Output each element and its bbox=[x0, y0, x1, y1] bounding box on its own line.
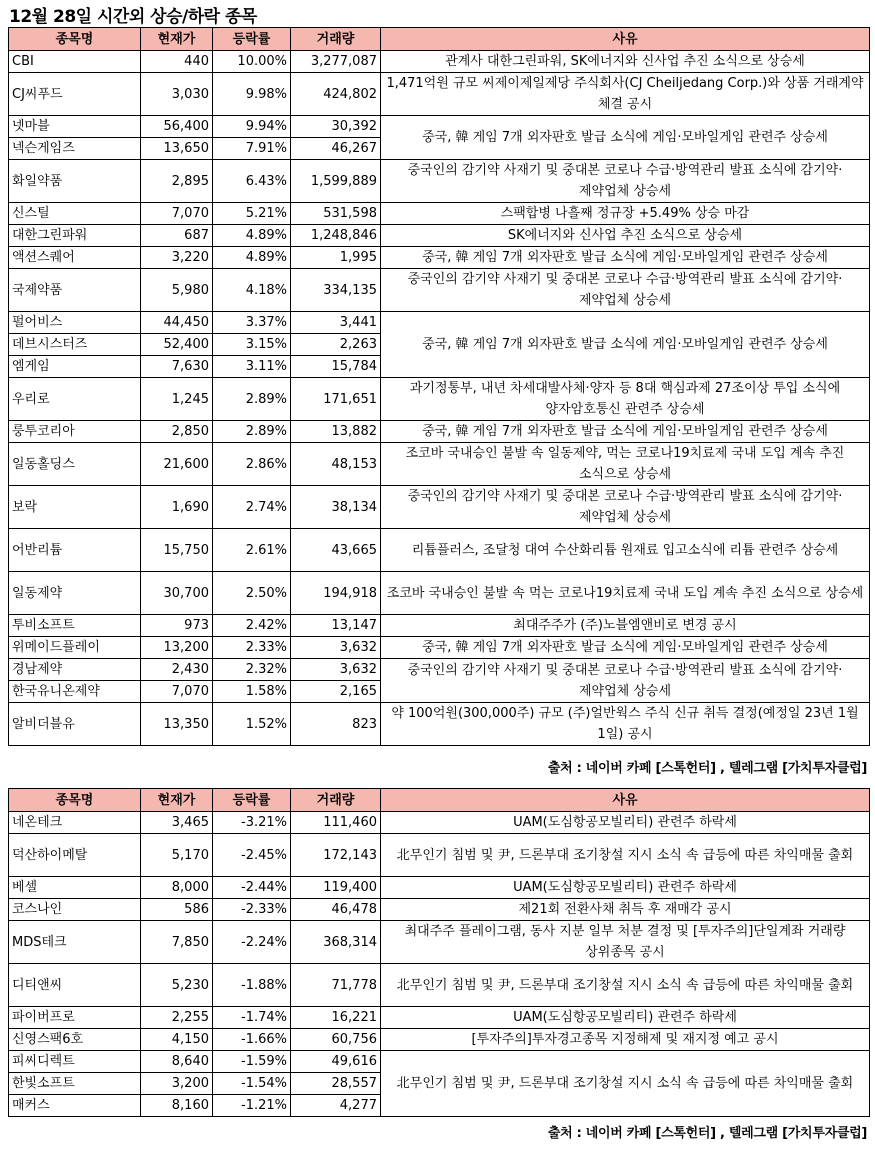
change-rate: 2.89% bbox=[213, 378, 291, 421]
current-price: 13,650 bbox=[141, 138, 213, 160]
reason: 중국인의 감기약 사재기 및 중대본 코로나 수급·방역관리 발표 소식에 감기약·제약업체 상승세 bbox=[381, 659, 870, 703]
stock-name: 우리로 bbox=[9, 378, 141, 421]
change-rate: -1.54% bbox=[213, 1073, 291, 1095]
change-rate: 2.33% bbox=[213, 637, 291, 659]
change-rate: -1.88% bbox=[213, 964, 291, 1007]
header-reason: 사유 bbox=[381, 28, 870, 51]
page-title: 12월 28일 시간외 상승/하락 종목 bbox=[9, 7, 257, 27]
current-price: 8,640 bbox=[141, 1051, 213, 1073]
trade-volume: 46,267 bbox=[291, 138, 381, 160]
stock-name: 일동제약 bbox=[9, 572, 141, 615]
reason: [투자주의]투자경고종목 지정해제 및 재지정 예고 공시 bbox=[381, 1029, 870, 1051]
trade-volume: 368,314 bbox=[291, 921, 381, 964]
header-price: 현재가 bbox=[141, 789, 213, 812]
current-price: 7,850 bbox=[141, 921, 213, 964]
stock-name: 위메이드플레이 bbox=[9, 637, 141, 659]
trade-volume: 2,263 bbox=[291, 334, 381, 356]
current-price: 4,150 bbox=[141, 1029, 213, 1051]
change-rate: -2.33% bbox=[213, 899, 291, 921]
change-rate: 2.74% bbox=[213, 486, 291, 529]
current-price: 21,600 bbox=[141, 443, 213, 486]
stock-name: 파이버프로 bbox=[9, 1007, 141, 1029]
reason: 약 100억원(300,000주) 규모 (주)얼반웍스 주식 신규 취득 결정(예정일 23년 1월 1일) 공시 bbox=[381, 703, 870, 746]
table-row bbox=[9, 421, 870, 443]
trade-volume: 194,918 bbox=[291, 572, 381, 615]
change-rate: -2.45% bbox=[213, 834, 291, 877]
reason: 조코바 국내승인 불발 속 일동제약, 먹는 코로나19치료제 국내 도입 계속 추진 소식으로 상승세 bbox=[381, 443, 870, 486]
stock-name: 투비소프트 bbox=[9, 615, 141, 637]
stock-name: 신스틸 bbox=[9, 203, 141, 225]
trade-volume: 28,557 bbox=[291, 1073, 381, 1095]
stock-name: 베셀 bbox=[9, 877, 141, 899]
stock-name: 알비더블유 bbox=[9, 703, 141, 746]
stock-name: 엠게임 bbox=[9, 356, 141, 378]
trade-volume: 49,616 bbox=[291, 1051, 381, 1073]
table-row bbox=[9, 247, 870, 269]
table-row bbox=[9, 921, 870, 964]
current-price: 7,070 bbox=[141, 681, 213, 703]
table-row bbox=[9, 378, 870, 421]
change-rate: -1.66% bbox=[213, 1029, 291, 1051]
reason: 과기정통부, 내년 차세대발사체·양자 등 8대 핵심과제 27조이상 투입 소식에 양자암호통신 관련주 상승세 bbox=[381, 378, 870, 421]
current-price: 3,030 bbox=[141, 73, 213, 116]
stock-name: 룽투코리아 bbox=[9, 421, 141, 443]
stock-name: 덕산하이메탈 bbox=[9, 834, 141, 877]
stock-name: 매커스 bbox=[9, 1095, 141, 1117]
falling-stocks-table bbox=[8, 788, 870, 1117]
reason: 北무인기 침범 및 尹, 드론부대 조기창설 지시 소식 속 급등에 따른 차익매물 출회 bbox=[381, 1051, 870, 1117]
reason: 제21회 전환사채 취득 후 재매각 공시 bbox=[381, 899, 870, 921]
trade-volume: 1,248,846 bbox=[291, 225, 381, 247]
stock-name: 보락 bbox=[9, 486, 141, 529]
change-rate: 9.98% bbox=[213, 73, 291, 116]
trade-volume: 823 bbox=[291, 703, 381, 746]
trade-volume: 424,802 bbox=[291, 73, 381, 116]
table-row bbox=[9, 572, 870, 615]
reason: 중국, 韓 게임 7개 외자판호 발급 소식에 게임·모바일게임 관련주 상승세 bbox=[381, 421, 870, 443]
trade-volume: 1,599,889 bbox=[291, 160, 381, 203]
reason: UAM(도심항공모빌리티) 관련주 하락세 bbox=[381, 812, 870, 834]
trade-volume: 531,598 bbox=[291, 203, 381, 225]
reason: 스팩합병 나흘째 정규장 +5.49% 상승 마감 bbox=[381, 203, 870, 225]
change-rate: 3.11% bbox=[213, 356, 291, 378]
reason: 관계사 대한그린파워, SK에너지와 신사업 추진 소식으로 상승세 bbox=[381, 51, 870, 73]
change-rate: 1.52% bbox=[213, 703, 291, 746]
current-price: 3,220 bbox=[141, 247, 213, 269]
reason: UAM(도심항공모빌리티) 관련주 하락세 bbox=[381, 1007, 870, 1029]
change-rate: 2.42% bbox=[213, 615, 291, 637]
change-rate: 6.43% bbox=[213, 160, 291, 203]
header-name: 종목명 bbox=[9, 789, 141, 812]
trade-volume: 71,778 bbox=[291, 964, 381, 1007]
table-header-row bbox=[9, 789, 870, 812]
change-rate: 5.21% bbox=[213, 203, 291, 225]
table-row bbox=[9, 637, 870, 659]
reason: 최대주주가 (주)노블엠앤비로 변경 공시 bbox=[381, 615, 870, 637]
trade-volume: 48,153 bbox=[291, 443, 381, 486]
current-price: 7,630 bbox=[141, 356, 213, 378]
table-row bbox=[9, 225, 870, 247]
stock-name: 신영스팩6호 bbox=[9, 1029, 141, 1051]
trade-volume: 172,143 bbox=[291, 834, 381, 877]
table-row bbox=[9, 269, 870, 312]
reason: UAM(도심항공모빌리티) 관련주 하락세 bbox=[381, 877, 870, 899]
table-row bbox=[9, 1007, 870, 1029]
header-volume: 거래량 bbox=[291, 28, 381, 51]
rising-stocks-table bbox=[8, 27, 870, 746]
reason: 중국, 韓 게임 7개 외자판호 발급 소식에 게임·모바일게임 관련주 상승세 bbox=[381, 247, 870, 269]
stock-name: 코스나인 bbox=[9, 899, 141, 921]
trade-volume: 30,392 bbox=[291, 116, 381, 138]
current-price: 13,350 bbox=[141, 703, 213, 746]
current-price: 440 bbox=[141, 51, 213, 73]
change-rate: 4.89% bbox=[213, 247, 291, 269]
trade-volume: 15,784 bbox=[291, 356, 381, 378]
reason: 중국, 韓 게임 7개 외자판호 발급 소식에 게임·모바일게임 관련주 상승세 bbox=[381, 116, 870, 160]
change-rate: -2.44% bbox=[213, 877, 291, 899]
change-rate: 10.00% bbox=[213, 51, 291, 73]
change-rate: 2.89% bbox=[213, 421, 291, 443]
table-row bbox=[9, 812, 870, 834]
current-price: 5,980 bbox=[141, 269, 213, 312]
current-price: 30,700 bbox=[141, 572, 213, 615]
trade-volume: 3,632 bbox=[291, 659, 381, 681]
change-rate: 1.58% bbox=[213, 681, 291, 703]
change-rate: -3.21% bbox=[213, 812, 291, 834]
current-price: 2,895 bbox=[141, 160, 213, 203]
table-row bbox=[9, 160, 870, 203]
trade-volume: 43,665 bbox=[291, 529, 381, 572]
current-price: 7,070 bbox=[141, 203, 213, 225]
reason: 중국인의 감기약 사재기 및 중대본 코로나 수급·방역관리 발표 소식에 감기약·제약업체 상승세 bbox=[381, 486, 870, 529]
current-price: 3,200 bbox=[141, 1073, 213, 1095]
stock-name: 경남제약 bbox=[9, 659, 141, 681]
table-row bbox=[9, 964, 870, 1007]
stock-name: 피씨디렉트 bbox=[9, 1051, 141, 1073]
reason: 중국인의 감기약 사재기 및 중대본 코로나 수급·방역관리 발표 소식에 감기약·제약업체 상승세 bbox=[381, 269, 870, 312]
table-row bbox=[9, 486, 870, 529]
current-price: 973 bbox=[141, 615, 213, 637]
trade-volume: 13,147 bbox=[291, 615, 381, 637]
current-price: 44,450 bbox=[141, 312, 213, 334]
table-row bbox=[9, 312, 870, 334]
stock-name: 데브시스터즈 bbox=[9, 334, 141, 356]
table-header-row bbox=[9, 28, 870, 51]
trade-volume: 38,134 bbox=[291, 486, 381, 529]
stock-name: 펄어비스 bbox=[9, 312, 141, 334]
stock-name: 한국유니온제약 bbox=[9, 681, 141, 703]
trade-volume: 16,221 bbox=[291, 1007, 381, 1029]
current-price: 52,400 bbox=[141, 334, 213, 356]
stock-name: CBI bbox=[9, 51, 141, 73]
reason: 北무인기 침범 및 尹, 드론부대 조기창설 지시 소식 속 급등에 따른 차익매물 출회 bbox=[381, 964, 870, 1007]
trade-volume: 2,165 bbox=[291, 681, 381, 703]
reason: 1,471억원 규모 씨제이제일제당 주식회사(CJ Cheiljedang Corp.)와 상품 거래계약 체결 공시 bbox=[381, 73, 870, 116]
stock-name: 액션스퀘어 bbox=[9, 247, 141, 269]
change-rate: -1.21% bbox=[213, 1095, 291, 1117]
change-rate: 2.32% bbox=[213, 659, 291, 681]
stock-name: 넷마블 bbox=[9, 116, 141, 138]
table-row bbox=[9, 703, 870, 746]
table-row bbox=[9, 899, 870, 921]
trade-volume: 60,756 bbox=[291, 1029, 381, 1051]
current-price: 5,230 bbox=[141, 964, 213, 1007]
current-price: 2,255 bbox=[141, 1007, 213, 1029]
reason: 중국, 韓 게임 7개 외자판호 발급 소식에 게임·모바일게임 관련주 상승세 bbox=[381, 312, 870, 378]
change-rate: 2.61% bbox=[213, 529, 291, 572]
header-change: 등락률 bbox=[213, 789, 291, 812]
table-row bbox=[9, 203, 870, 225]
reason: 北무인기 침범 및 尹, 드론부대 조기창설 지시 소식 속 급등에 따른 차익매물 출회 bbox=[381, 834, 870, 877]
table-row bbox=[9, 1029, 870, 1051]
change-rate: 3.15% bbox=[213, 334, 291, 356]
trade-volume: 1,995 bbox=[291, 247, 381, 269]
current-price: 8,000 bbox=[141, 877, 213, 899]
current-price: 56,400 bbox=[141, 116, 213, 138]
table-row bbox=[9, 834, 870, 877]
current-price: 1,690 bbox=[141, 486, 213, 529]
trade-volume: 13,882 bbox=[291, 421, 381, 443]
reason: 리튬플러스, 조달청 대여 수산화리튬 원재료 입고소식에 리튬 관련주 상승세 bbox=[381, 529, 870, 572]
current-price: 5,170 bbox=[141, 834, 213, 877]
current-price: 3,465 bbox=[141, 812, 213, 834]
stock-name: 어반리튬 bbox=[9, 529, 141, 572]
reason: 중국, 韓 게임 7개 외자판호 발급 소식에 게임·모바일게임 관련주 상승세 bbox=[381, 637, 870, 659]
stock-name: MDS테크 bbox=[9, 921, 141, 964]
trade-volume: 334,135 bbox=[291, 269, 381, 312]
table-row bbox=[9, 443, 870, 486]
table-row bbox=[9, 116, 870, 138]
table-row bbox=[9, 51, 870, 73]
trade-volume: 119,400 bbox=[291, 877, 381, 899]
trade-volume: 171,651 bbox=[291, 378, 381, 421]
change-rate: 2.50% bbox=[213, 572, 291, 615]
table-row bbox=[9, 615, 870, 637]
source-note: 출처 : 네이버 카페 [스톡헌터] , 텔레그램 [가치투자클럽] bbox=[547, 761, 867, 776]
current-price: 2,430 bbox=[141, 659, 213, 681]
current-price: 2,850 bbox=[141, 421, 213, 443]
current-price: 13,200 bbox=[141, 637, 213, 659]
trade-volume: 111,460 bbox=[291, 812, 381, 834]
stock-name: 네온테크 bbox=[9, 812, 141, 834]
header-volume: 거래량 bbox=[291, 789, 381, 812]
current-price: 15,750 bbox=[141, 529, 213, 572]
reason: 중국인의 감기약 사재기 및 중대본 코로나 수급·방역관리 발표 소식에 감기약·제약업체 상승세 bbox=[381, 160, 870, 203]
table-row bbox=[9, 659, 870, 681]
table-row bbox=[9, 73, 870, 116]
stock-name: 디티앤씨 bbox=[9, 964, 141, 1007]
source-note: 출처 : 네이버 카페 [스톡헌터] , 텔레그램 [가치투자클럽] bbox=[547, 1126, 867, 1141]
stock-name: 일동홀딩스 bbox=[9, 443, 141, 486]
stock-name: CJ씨푸드 bbox=[9, 73, 141, 116]
stock-name: 대한그린파워 bbox=[9, 225, 141, 247]
table-row bbox=[9, 529, 870, 572]
table-row bbox=[9, 877, 870, 899]
current-price: 687 bbox=[141, 225, 213, 247]
change-rate: -1.74% bbox=[213, 1007, 291, 1029]
change-rate: -2.24% bbox=[213, 921, 291, 964]
current-price: 586 bbox=[141, 899, 213, 921]
trade-volume: 4,277 bbox=[291, 1095, 381, 1117]
trade-volume: 3,441 bbox=[291, 312, 381, 334]
change-rate: 2.86% bbox=[213, 443, 291, 486]
stock-name: 넥슨게임즈 bbox=[9, 138, 141, 160]
header-change: 등락률 bbox=[213, 28, 291, 51]
current-price: 8,160 bbox=[141, 1095, 213, 1117]
reason: 최대주주 플레이그램, 동사 지분 일부 처분 결정 및 [투자주의]단일계좌 거래량 상위종목 공시 bbox=[381, 921, 870, 964]
current-price: 1,245 bbox=[141, 378, 213, 421]
header-name: 종목명 bbox=[9, 28, 141, 51]
trade-volume: 46,478 bbox=[291, 899, 381, 921]
stock-name: 한빛소프트 bbox=[9, 1073, 141, 1095]
header-price: 현재가 bbox=[141, 28, 213, 51]
change-rate: 9.94% bbox=[213, 116, 291, 138]
trade-volume: 3,632 bbox=[291, 637, 381, 659]
header-reason: 사유 bbox=[381, 789, 870, 812]
table-row bbox=[9, 1051, 870, 1073]
reason: SK에너지와 신사업 추진 소식으로 상승세 bbox=[381, 225, 870, 247]
change-rate: 4.89% bbox=[213, 225, 291, 247]
stock-name: 화일약품 bbox=[9, 160, 141, 203]
change-rate: -1.59% bbox=[213, 1051, 291, 1073]
trade-volume: 3,277,087 bbox=[291, 51, 381, 73]
change-rate: 3.37% bbox=[213, 312, 291, 334]
change-rate: 4.18% bbox=[213, 269, 291, 312]
stock-name: 국제약품 bbox=[9, 269, 141, 312]
change-rate: 7.91% bbox=[213, 138, 291, 160]
reason: 조코바 국내승인 불발 속 먹는 코로나19치료제 국내 도입 계속 추진 소식으로 상승세 bbox=[381, 572, 870, 615]
